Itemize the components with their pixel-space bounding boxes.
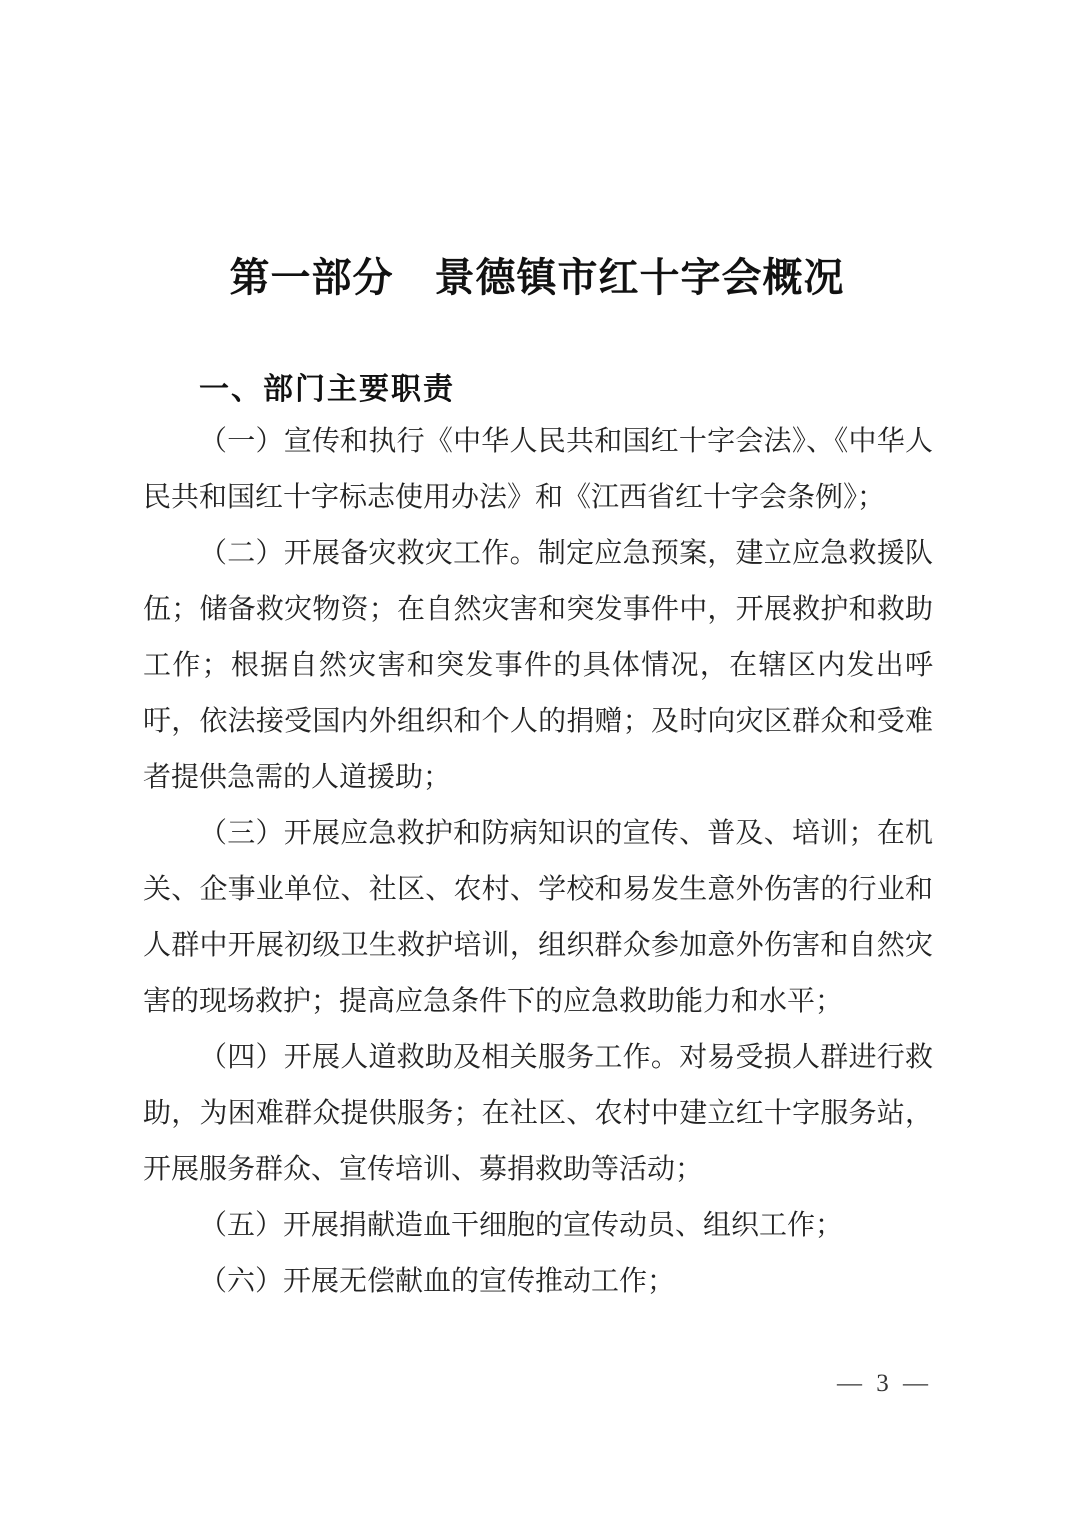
body-text [143,414,933,1310]
paragraph-duty-6: （六）开展无偿献血的宣传推动工作； [199,1266,676,1297]
document-title: 第一部分 景德镇市红十字会概况 [229,256,845,300]
page-number: — 3 — [837,1370,932,1397]
paragraph-duty-3: （三）开展应急救护和防病知识的宣传、普及、培训；在机关、企事业单位、社区、农村、学校和易发生意外伤害的行业和人群中开展初级卫生救护培训，组织群众参加意外伤害和自然灾害的现场救护；提高应急条件下的应急救助能力和水平； [143,818,933,1017]
paragraph-duty-5: （五）开展捐献造血干细胞的宣传动员、组织工作； [199,1210,844,1241]
paragraph-duty-2: （二）开展备灾救灾工作。制定应急预案，建立应急救援队伍；储备救灾物资；在自然灾害和突发事件中，开展救护和救助工作；根据自然灾害和突发事件的具体情况，在辖区内发出呼吁，依法接受国内外组织和个人的捐赠；及时向灾区群众和受难者提供急需的人道援助； [143,538,933,793]
section-heading: 一、部门主要职责 [199,373,455,406]
paragraph-duty-1: （一）宣传和执行《中华人民共和国红十字会法》、《中华人民共和国红十字标志使用办法》和《江西省红十字会条例》； [143,426,933,513]
paragraph-duty-4: （四）开展人道救助及相关服务工作。对易受损人群进行救助，为困难群众提供服务；在社区、农村中建立红十字服务站，开展服务群众、宣传培训、募捐救助等活动； [143,1042,933,1185]
